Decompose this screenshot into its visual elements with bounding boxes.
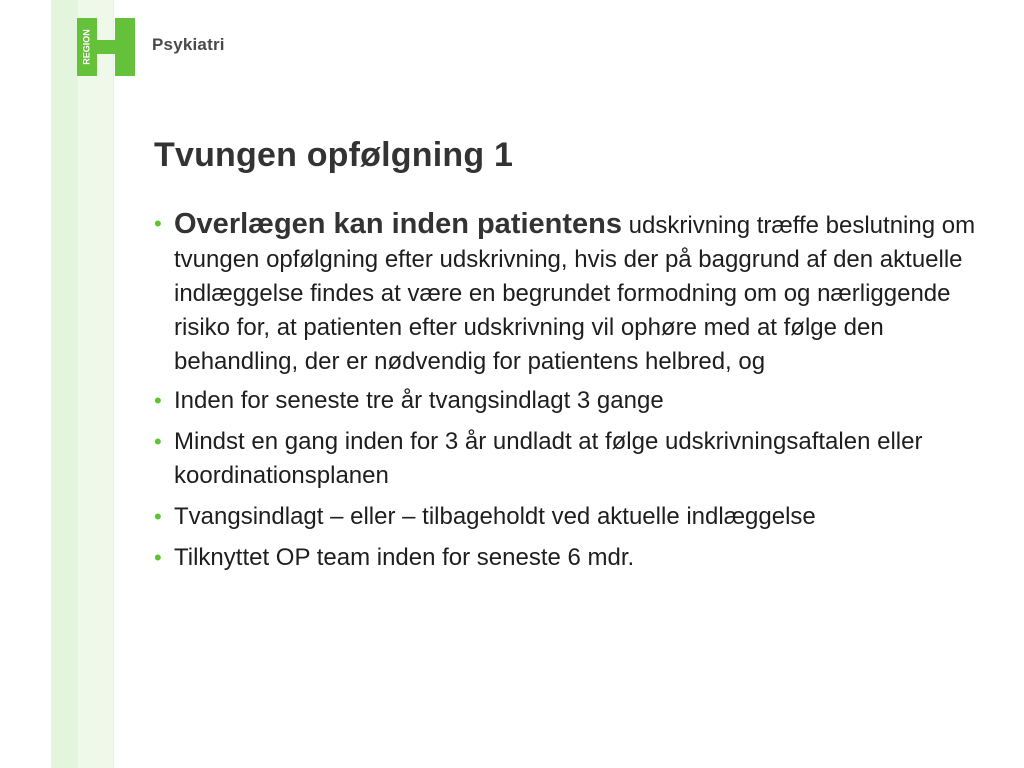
bullet-1-text: udskrivning træffe beslutning om tvungen opfølgning efter udskrivning, hvis der på baggrund af den aktuelle indlæggelse findes at være en begrundet formodning om og nærliggende risiko for, at patienten efter udskrivning vil ophøre med at følge den behandling, der er nødvendig for patientens helbred, og bbox=[174, 212, 976, 375]
bullet-item-2 bbox=[154, 384, 994, 418]
region-h-logo-icon bbox=[77, 18, 135, 76]
bullet-5-text: Tilknyttet OP team inden for seneste 6 mdr. bbox=[174, 544, 635, 571]
bullet-icon: • bbox=[154, 211, 162, 236]
bullet-1-bold-text: Overlægen kan inden patientens bbox=[174, 208, 622, 240]
bullet-item-5 bbox=[154, 541, 994, 575]
bullet-icon: • bbox=[154, 504, 162, 529]
bullet-icon: • bbox=[154, 545, 162, 570]
decorative-stripe-inner bbox=[78, 0, 113, 768]
bullet-icon: • bbox=[154, 429, 162, 454]
bullet-list bbox=[154, 207, 994, 582]
bullet-4-text: Tvangsindlagt – eller – tilbageholdt ved aktuelle indlæggelse bbox=[174, 503, 816, 530]
logo-name: Psykiatri bbox=[152, 35, 225, 54]
bullet-item-1 bbox=[154, 207, 994, 379]
bullet-item-3 bbox=[154, 425, 994, 493]
logo-region-text: REGION bbox=[81, 29, 92, 65]
bullet-3-text: Mindst en gang inden for 3 år undladt at følge udskrivningsaftalen eller koordinationsplanen bbox=[174, 428, 923, 489]
bullet-item-4 bbox=[154, 500, 994, 534]
region-h-logo bbox=[77, 18, 135, 76]
bullet-2-text: Inden for seneste tre år tvangsindlagt 3 gange bbox=[174, 387, 664, 414]
slide-title: Tvungen opfølgning 1 bbox=[154, 136, 514, 174]
bullet-icon: • bbox=[154, 388, 162, 413]
